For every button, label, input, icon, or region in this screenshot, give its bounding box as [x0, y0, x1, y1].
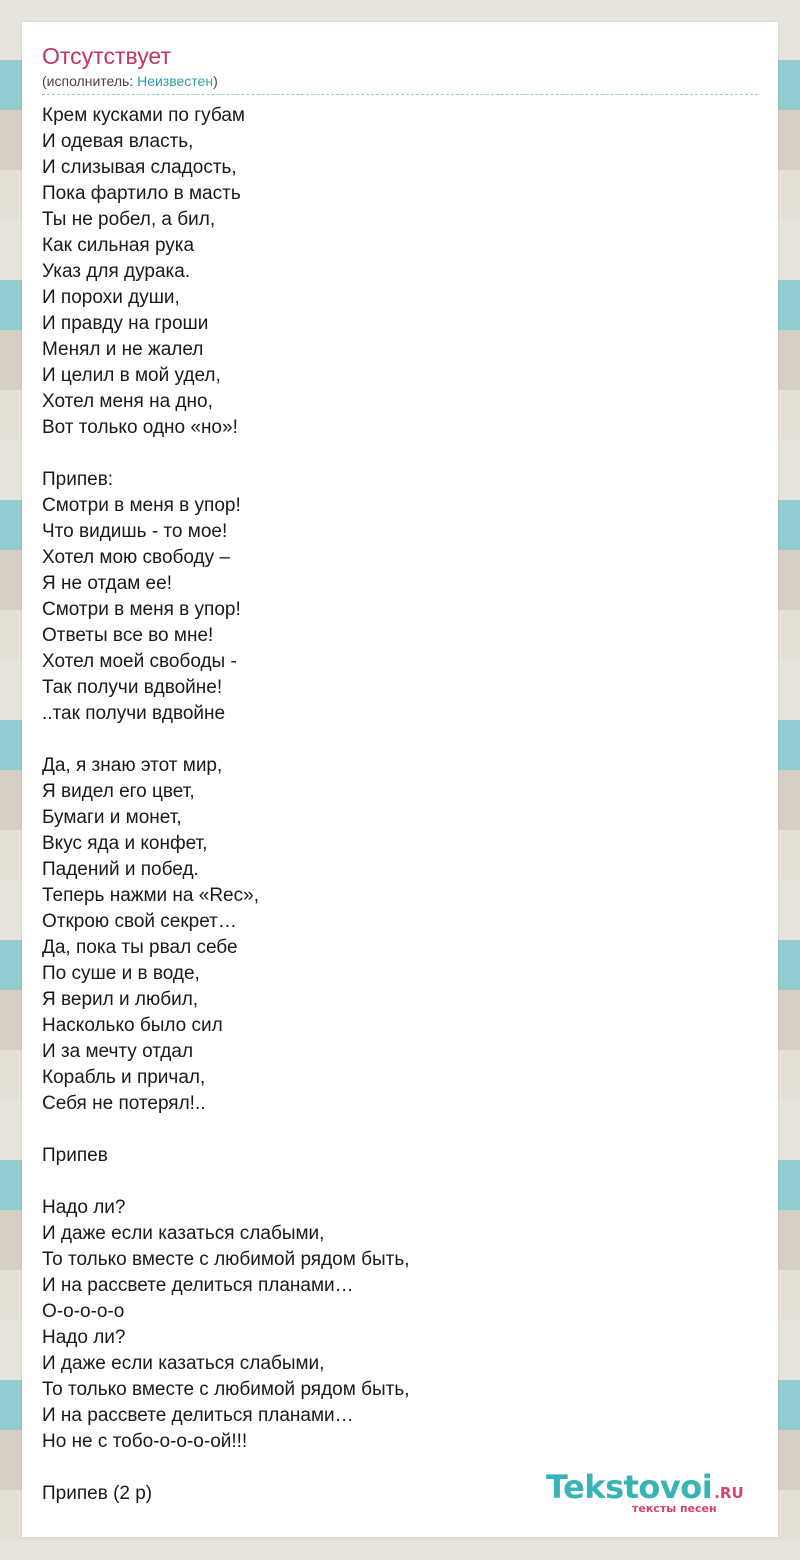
- logo-main-text: Tekstovoi: [546, 1468, 713, 1506]
- lyrics-text: Крем кусками по губам И одевая власть, И слизывая сладость, Пока фартило в масть Ты не робел, а бил, Как сильная рука Указ для дурака. И порохи души, И правду на гроши Менял и не жалел И целил в мой удел, Хотел меня на дно, Вот только одно «но»! Припев: Смотри в меня в упор! Что видишь - то мое! Хотел мою свободу – Я не отдам ее! Смотри в меня в упор! Ответы все во мне! Хотел моей свободы - Так получи вдвойне! ..так получи вдвойне Да, я знаю этот мир, Я видел его цвет, Бумаги и монет, Вкус яда и конфет, Падений и побед. Теперь нажми на «Rec», Открою свой секрет… Да, пока ты рвал себе По суше и в воде, Я верил и любил, Насколько было сил И за мечту отдал Корабль и причал, Себя не потерял!.. Припев Надо ли? И даже если казаться слабыми, То только вместе с любимой рядом быть, И на рассвете делиться планами… О-о-о-о-о Надо ли? И даже если казаться слабыми, То только вместе с любимой рядом быть, И на рассвете делиться планами… Но не с тобо-о-о-о-ой!!! Припев (2 р): [42, 105, 410, 1504]
- artist-prefix: (исполнитель:: [42, 73, 138, 89]
- logo-tld: .RU: [714, 1484, 744, 1502]
- artist-link[interactable]: Неизвестен: [137, 73, 214, 89]
- song-title: Отсутствует: [42, 43, 171, 69]
- lyrics-card: [22, 22, 778, 1537]
- logo-tagline: тексты песен: [632, 1502, 717, 1515]
- artist-line: [42, 72, 758, 95]
- artist-suffix: ): [213, 73, 218, 89]
- site-logo[interactable]: [546, 1470, 756, 1516]
